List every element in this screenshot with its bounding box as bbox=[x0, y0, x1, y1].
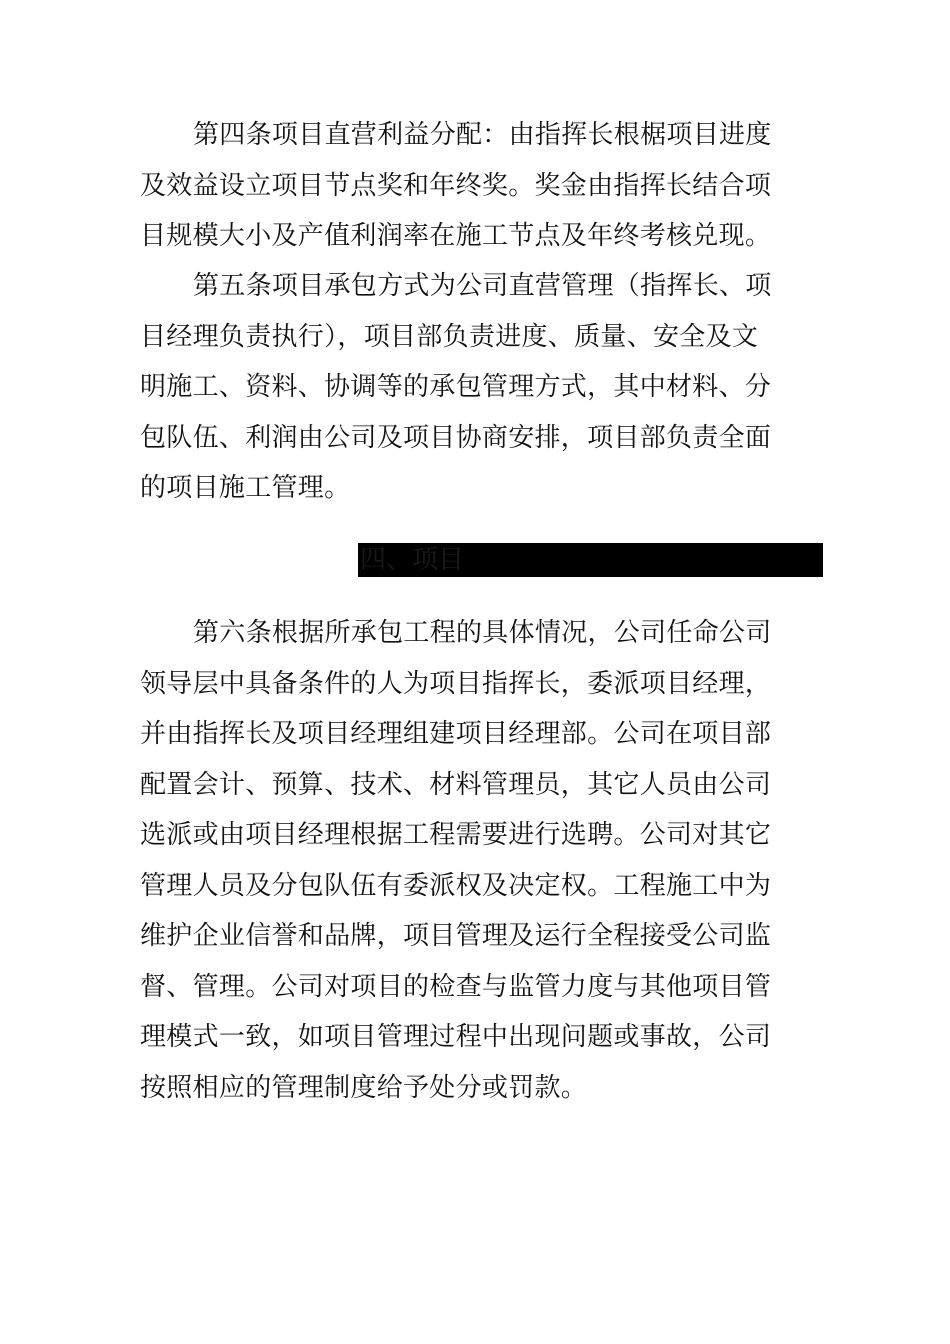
text-line: 选派或由项目经理根据工程需要进行选聘。公司对其它 bbox=[140, 820, 772, 850]
text-line: 领导层中具备条件的人为项目指挥长，委派项目经理， bbox=[140, 668, 772, 699]
text-line: 配置会计、预算、技术、材料管理员，其它人员由公司 bbox=[140, 769, 772, 800]
text-line: 目规模大小及产值利润率在施工节点及年终考核兑现。 bbox=[140, 221, 772, 251]
section-heading: 四、项目 bbox=[360, 545, 465, 575]
paragraph-article-4 bbox=[140, 110, 822, 262]
text-line: 理模式一致，如项目管理过程中出现问题或事故，公司 bbox=[140, 1022, 772, 1052]
text-line: 维护企业信誉和品牌，项目管理及运行全程接受公司监 bbox=[140, 921, 772, 951]
text-line: 及效益设立项目节点奖和年终奖。奖金由指挥长结合项 bbox=[140, 170, 772, 201]
paragraph-article-6 bbox=[140, 608, 822, 1113]
text-line: 管理人员及分包队伍有委派权及决定权。工程施工中为 bbox=[140, 870, 772, 901]
text-line: 的项目施工管理。 bbox=[140, 473, 351, 503]
text-line: 并由指挥长及项目经理组建项目经理部。公司在项目部 bbox=[140, 719, 772, 749]
text-line: 明施工、资料、协调等的承包管理方式，其中材料、分 bbox=[140, 372, 772, 402]
text-line: 第六条根据所承包工程的具体情况，公司任命公司 bbox=[193, 618, 772, 648]
paragraph-article-5 bbox=[140, 261, 822, 514]
text-line: 督、管理。公司对项目的检查与监管力度与其他项目管 bbox=[140, 971, 772, 1002]
text-line: 第四条项目直营利益分配：由指挥长根椐项目进度 bbox=[193, 120, 772, 150]
text-line: 目经理负责执行），项目部负责进度、质量、安全及文 bbox=[140, 321, 759, 352]
text-line: 包队伍、利润由公司及项目协商安排，项目部负责全面 bbox=[140, 422, 772, 453]
text-line: 第五条项目承包方式为公司直营管理（指挥长、项 bbox=[193, 271, 772, 301]
text-line: 按照相应的管理制度给予处分或罚款。 bbox=[140, 1072, 588, 1103]
